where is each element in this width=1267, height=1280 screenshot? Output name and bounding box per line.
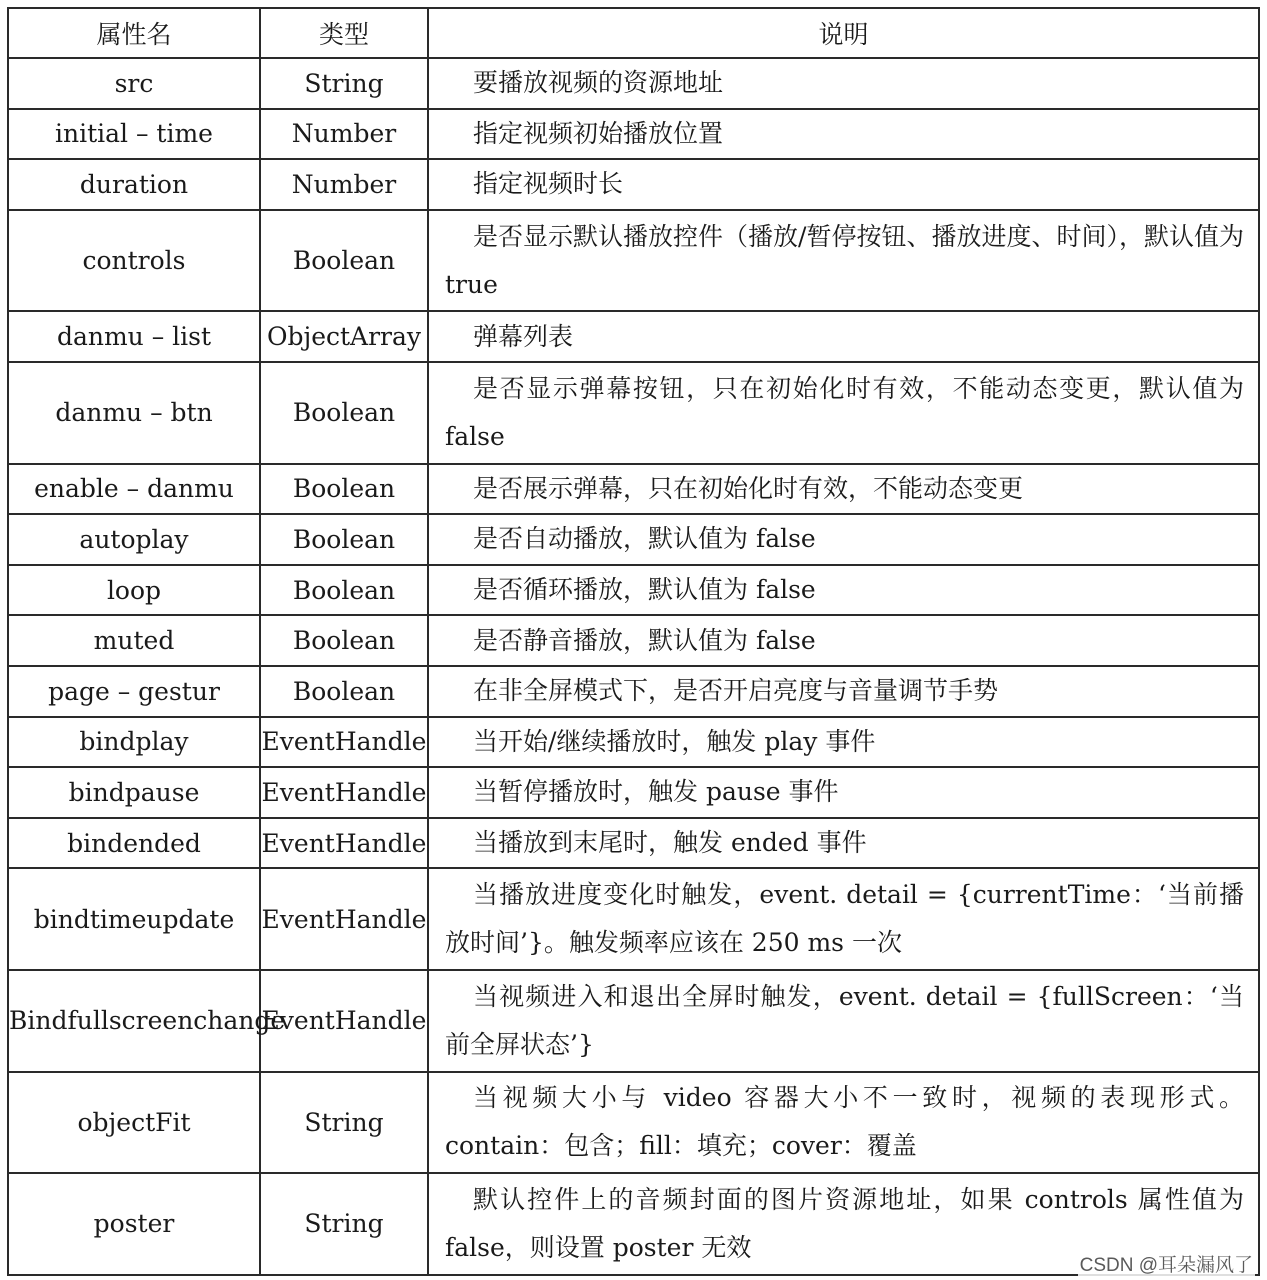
attribute-type-cell: Boolean: [260, 362, 428, 464]
attribute-name-cell: loop: [8, 565, 260, 616]
attribute-description-cell: 是否自动播放，默认值为 false: [428, 514, 1259, 565]
attribute-type-cell: Boolean: [260, 565, 428, 616]
table-header-row: [8, 8, 1259, 58]
table-row: [8, 1173, 1259, 1275]
attribute-type-cell: Boolean: [260, 210, 428, 312]
table-row: [8, 311, 1259, 362]
attribute-name-cell: bindpause: [8, 767, 260, 818]
attribute-type-cell: Boolean: [260, 666, 428, 717]
attribute-type-cell: Number: [260, 109, 428, 160]
attribute-name-cell: objectFit: [8, 1072, 260, 1174]
attribute-name-cell: src: [8, 58, 260, 109]
table-row: [8, 159, 1259, 210]
table-row: [8, 109, 1259, 160]
attribute-type-cell: String: [260, 1173, 428, 1275]
attribute-type-cell: Boolean: [260, 464, 428, 515]
attribute-type-cell: EventHandle: [260, 818, 428, 869]
attribute-description-cell: 在非全屏模式下，是否开启亮度与音量调节手势: [428, 666, 1259, 717]
attribute-name-cell: bindtimeupdate: [8, 868, 260, 970]
table-row: [8, 615, 1259, 666]
attribute-name-cell: Bindfullscreenchange: [8, 970, 260, 1072]
attribute-type-cell: EventHandle: [260, 767, 428, 818]
attribute-type-cell: EventHandle: [260, 970, 428, 1072]
attribute-name-cell: page – gestur: [8, 666, 260, 717]
table-row: [8, 1072, 1259, 1174]
header-type: 类型: [260, 8, 428, 58]
attribute-name-cell: initial – time: [8, 109, 260, 160]
table-row: [8, 362, 1259, 464]
attribute-type-cell: String: [260, 58, 428, 109]
attribute-name-cell: poster: [8, 1173, 260, 1275]
csdn-watermark: CSDN @耳朵漏风了: [1078, 1250, 1255, 1277]
attribute-description-cell: 要播放视频的资源地址: [428, 58, 1259, 109]
attribute-description-cell: 当视频进入和退出全屏时触发，event. detail = {fullScreen：‘当前全屏状态’}: [428, 970, 1259, 1072]
table-row: [8, 58, 1259, 109]
attribute-description-cell: 是否展示弹幕，只在初始化时有效，不能动态变更: [428, 464, 1259, 515]
table-row: [8, 868, 1259, 970]
table-row: [8, 767, 1259, 818]
attribute-name-cell: danmu – list: [8, 311, 260, 362]
attribute-description-cell: 当播放进度变化时触发，event. detail = {currentTime：‘当前播放时间’}。触发频率应该在 250 ms 一次: [428, 868, 1259, 970]
attribute-description-cell: 当开始/继续播放时，触发 play 事件: [428, 717, 1259, 768]
header-description: 说明: [428, 8, 1259, 58]
header-attribute-name: 属性名: [8, 8, 260, 58]
attribute-type-cell: ObjectArray: [260, 311, 428, 362]
attribute-name-cell: danmu – btn: [8, 362, 260, 464]
attribute-description-cell: 当播放到末尾时，触发 ended 事件: [428, 818, 1259, 869]
attribute-type-cell: Boolean: [260, 615, 428, 666]
table-row: [8, 464, 1259, 515]
attribute-description-cell: 是否显示默认播放控件（播放/暂停按钮、播放进度、时间），默认值为 true: [428, 210, 1259, 312]
video-attribute-table: [7, 7, 1260, 1276]
attribute-description-cell: 是否循环播放，默认值为 false: [428, 565, 1259, 616]
attribute-type-cell: String: [260, 1072, 428, 1174]
attribute-type-cell: EventHandle: [260, 868, 428, 970]
table-row: [8, 818, 1259, 869]
attribute-name-cell: bindended: [8, 818, 260, 869]
table-row: [8, 514, 1259, 565]
attribute-description-cell: 指定视频初始播放位置: [428, 109, 1259, 160]
attribute-name-cell: controls: [8, 210, 260, 312]
table-row: [8, 717, 1259, 768]
attribute-name-cell: bindplay: [8, 717, 260, 768]
table-row: [8, 666, 1259, 717]
attribute-table-container: [7, 7, 1258, 1276]
attribute-description-cell: 是否显示弹幕按钮，只在初始化时有效，不能动态变更，默认值为 false: [428, 362, 1259, 464]
attribute-description-cell: 是否静音播放，默认值为 false: [428, 615, 1259, 666]
attribute-description-cell: 默认控件上的音频封面的图片资源地址，如果 controls 属性值为 false，则设置 poster 无效: [428, 1173, 1259, 1275]
table-row: [8, 970, 1259, 1072]
attribute-name-cell: duration: [8, 159, 260, 210]
attribute-type-cell: Boolean: [260, 514, 428, 565]
attribute-description-cell: 弹幕列表: [428, 311, 1259, 362]
table-row: [8, 210, 1259, 312]
attribute-description-cell: 指定视频时长: [428, 159, 1259, 210]
attribute-description-cell: 当视频大小与 video 容器大小不一致时，视频的表现形式。contain：包含；fill：填充；cover：覆盖: [428, 1072, 1259, 1174]
table-row: [8, 565, 1259, 616]
attribute-description-cell: 当暂停播放时，触发 pause 事件: [428, 767, 1259, 818]
attribute-type-cell: EventHandle: [260, 717, 428, 768]
attribute-type-cell: Number: [260, 159, 428, 210]
attribute-name-cell: autoplay: [8, 514, 260, 565]
attribute-name-cell: muted: [8, 615, 260, 666]
attribute-name-cell: enable – danmu: [8, 464, 260, 515]
